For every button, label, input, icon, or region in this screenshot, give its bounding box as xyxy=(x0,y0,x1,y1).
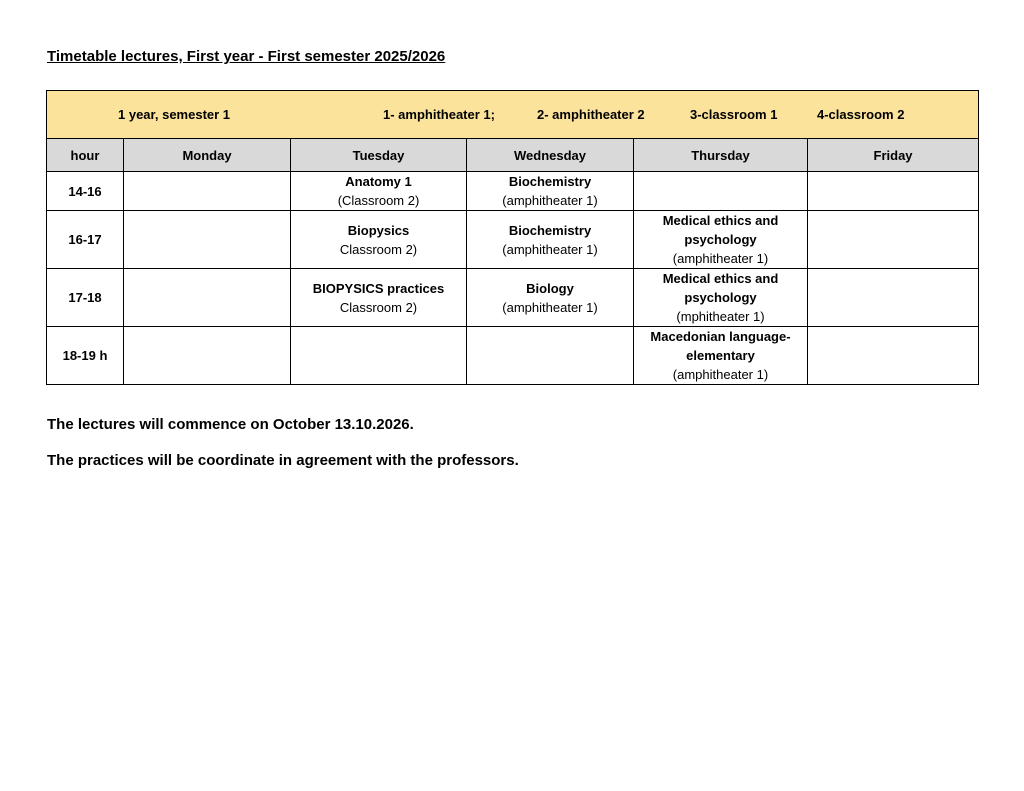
wednesday-cell xyxy=(467,211,634,269)
tuesday-cell xyxy=(291,327,467,385)
legend-item-3: 3-classroom 1 xyxy=(690,107,778,122)
tuesday-cell xyxy=(291,172,467,211)
subject-name: BIOPYSICS practices xyxy=(312,280,445,296)
table-row xyxy=(47,269,979,327)
monday-cell xyxy=(124,211,291,269)
subject-name: Macedonian language-elementary xyxy=(650,329,791,363)
table-row xyxy=(47,327,979,385)
subject-name: Biochemistry xyxy=(508,174,592,189)
header-hour: hour xyxy=(47,139,124,172)
friday-cell xyxy=(808,211,979,269)
monday-cell xyxy=(124,327,291,385)
friday-cell xyxy=(808,269,979,327)
thursday-cell xyxy=(634,211,808,269)
monday-cell xyxy=(124,269,291,327)
hour-cell: 16-17 xyxy=(47,211,124,269)
room-name: (amphitheater 1) xyxy=(502,193,598,208)
subject-name: Biology xyxy=(526,280,574,296)
legend-item-1: 1- amphitheater 1; xyxy=(383,107,495,122)
wednesday-cell xyxy=(467,172,634,211)
legend-item-4: 4-classroom 2 xyxy=(817,107,905,122)
room-name: (amphitheater 1) xyxy=(672,367,769,382)
wednesday-cell xyxy=(467,327,634,385)
table-row xyxy=(47,211,979,269)
header-thursday: Thursday xyxy=(634,139,808,172)
subject-name: Medical ethics and psychology xyxy=(662,213,779,247)
monday-cell xyxy=(124,172,291,211)
room-name: Classroom 2) xyxy=(339,299,418,315)
friday-cell xyxy=(808,172,979,211)
subject-name: Biochemistry xyxy=(508,222,592,238)
hour-cell: 17-18 xyxy=(47,269,124,327)
header-monday: Monday xyxy=(124,139,291,172)
room-name: (amphitheater 1) xyxy=(672,251,769,266)
hour-cell: 18-19 h xyxy=(47,327,124,385)
header-friday: Friday xyxy=(808,139,979,172)
room-name: (amphitheater 1) xyxy=(502,241,598,257)
subject-name: Medical ethics and psychology xyxy=(662,271,779,305)
thursday-cell xyxy=(634,172,808,211)
room-name: (Classroom 2) xyxy=(337,193,420,208)
header-row xyxy=(47,139,979,172)
thursday-cell xyxy=(634,327,808,385)
year-semester-label: 1 year, semester 1 xyxy=(118,107,231,122)
header-wednesday: Wednesday xyxy=(467,139,634,172)
thursday-cell xyxy=(634,269,808,327)
room-name: (amphitheater 1) xyxy=(502,299,598,315)
wednesday-cell xyxy=(467,269,634,327)
room-name: Classroom 2) xyxy=(339,241,418,257)
practices-note: The practices will be coordinate in agreement with the professors. xyxy=(47,452,519,469)
info-row xyxy=(47,91,979,139)
subject-name: Anatomy 1 xyxy=(345,174,412,189)
document-title: Timetable lectures, First year - First semester 2025/2026 xyxy=(47,48,446,65)
hour-cell: 14-16 xyxy=(47,172,124,211)
legend-item-2: 2- amphitheater 2 xyxy=(537,107,645,122)
tuesday-cell xyxy=(291,269,467,327)
commence-note: The lectures will commence on October 13.10.2026. xyxy=(47,416,414,433)
subject-name: Biopysics xyxy=(347,222,410,238)
timetable xyxy=(46,90,979,385)
friday-cell xyxy=(808,327,979,385)
header-tuesday: Tuesday xyxy=(291,139,467,172)
info-cell xyxy=(47,91,979,139)
room-name: (mphitheater 1) xyxy=(676,309,765,324)
table-row xyxy=(47,172,979,211)
tuesday-cell xyxy=(291,211,467,269)
